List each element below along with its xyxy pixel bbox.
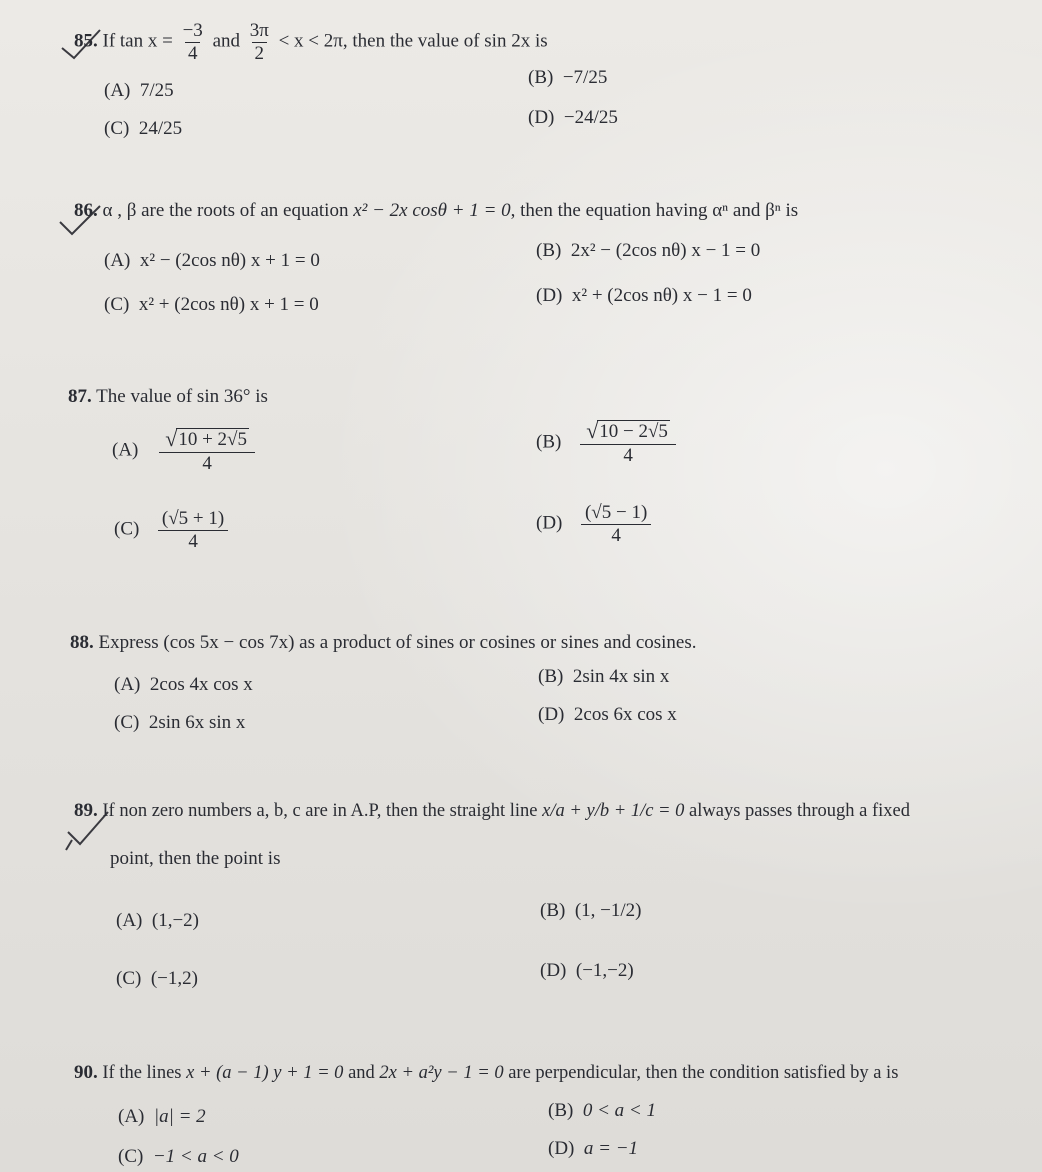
option-label: (A) (114, 674, 141, 695)
option-c[interactable] (104, 118, 182, 140)
equation: x² − 2x cosθ + 1 = 0 (353, 200, 511, 221)
question-number: 86. (74, 200, 98, 221)
question-text-b: always passes through a fixed (689, 801, 910, 821)
option-c[interactable] (114, 712, 245, 734)
equation-1: x + (a − 1) y + 1 = 0 (186, 1063, 344, 1083)
question-text: The value of sin 36° is (96, 386, 268, 407)
option-value: (1, −1/2) (574, 900, 642, 921)
option-label: (D) (528, 107, 555, 128)
fraction-numerator: 10 − 2√5 (599, 421, 668, 442)
question-number: 89. (74, 800, 98, 821)
option-label: (A) (118, 1106, 145, 1127)
option-b[interactable] (536, 420, 678, 467)
option-label: (D) (538, 704, 565, 725)
option-value: 2cos 6x cos x (573, 704, 677, 725)
option-label: (D) (536, 285, 563, 306)
option-value: 2cos 4x cos x (149, 674, 253, 695)
option-label: (C) (104, 294, 130, 315)
tan-expression: tan x = (119, 30, 173, 52)
option-label: (C) (116, 968, 142, 989)
option-value: a = −1 (583, 1138, 639, 1159)
option-fraction (158, 508, 228, 553)
option-label: (B) (536, 240, 562, 261)
question-text-b: , then the equation having αⁿ and βⁿ is (510, 200, 799, 221)
question-number: 87. (68, 386, 92, 407)
and-word: and (348, 1063, 375, 1083)
option-fraction (159, 428, 255, 475)
option-a[interactable] (116, 910, 199, 932)
option-value: (−1,2) (150, 968, 198, 989)
option-value: |a| = 2 (153, 1106, 206, 1127)
option-value: (1,−2) (151, 910, 200, 931)
option-d[interactable] (528, 107, 618, 129)
option-a[interactable] (114, 674, 253, 696)
fraction-numerator: (√5 − 1) (584, 502, 648, 523)
option-value: 2x² − (2cos nθ) x − 1 = 0 (570, 240, 761, 261)
fraction-denominator: 4 (580, 444, 676, 467)
question-87 (68, 386, 268, 408)
question-text: Express (cos 5x − cos 7x) as a product of sines or cosines or sines and cosines. (98, 632, 697, 653)
option-d[interactable] (536, 285, 752, 307)
question-90 (74, 1062, 898, 1084)
fraction-denominator: 4 (159, 452, 255, 475)
option-value: −7/25 (562, 67, 608, 88)
option-value: (−1,−2) (575, 960, 634, 981)
question-number: 85. (74, 30, 98, 52)
option-label: (D) (548, 1138, 575, 1159)
option-b[interactable] (538, 666, 669, 688)
fraction-denominator: 4 (581, 524, 651, 547)
question-text-b: are perpendicular, then the condition satisfied by a is (508, 1063, 899, 1083)
option-value: −1 < a < 0 (152, 1146, 239, 1167)
option-value: 0 < a < 1 (582, 1100, 656, 1121)
fraction-denominator: 4 (185, 42, 201, 65)
option-label: (A) (112, 439, 139, 461)
option-c[interactable] (118, 1146, 239, 1168)
option-label: (B) (538, 666, 564, 687)
and-word: and (212, 30, 240, 52)
option-value: 2sin 6x sin x (148, 712, 246, 733)
tan-fraction (180, 20, 206, 65)
fraction-denominator: 2 (252, 42, 268, 65)
option-a[interactable] (118, 1106, 206, 1128)
question-number: 88. (70, 632, 94, 653)
option-label: (A) (104, 250, 131, 271)
option-c[interactable] (116, 968, 198, 990)
option-label: (B) (536, 431, 562, 453)
fraction-numerator: −3 (182, 20, 203, 41)
option-value: x² + (2cos nθ) x − 1 = 0 (571, 285, 752, 306)
question-89-continued (110, 848, 280, 870)
option-value: 24/25 (138, 118, 183, 139)
option-b[interactable] (548, 1100, 656, 1122)
option-fraction (581, 502, 651, 547)
option-label: (A) (116, 910, 143, 931)
option-value: x² + (2cos nθ) x + 1 = 0 (138, 294, 319, 315)
option-label: (B) (540, 900, 566, 921)
option-value: −24/25 (563, 107, 618, 128)
question-88 (70, 632, 697, 654)
question-lead: If (102, 30, 116, 52)
question-86 (74, 200, 798, 222)
option-b[interactable] (540, 900, 641, 922)
fraction-numerator: (√5 + 1) (161, 508, 225, 529)
question-number: 90. (74, 1062, 98, 1083)
option-c[interactable] (114, 508, 230, 553)
question-tail: , then the value of sin 2x is (342, 30, 548, 52)
option-fraction (580, 420, 676, 467)
option-label: (A) (104, 80, 131, 101)
option-d[interactable] (538, 704, 677, 726)
option-value: x² − (2cos nθ) x + 1 = 0 (139, 250, 320, 271)
option-label: (D) (536, 512, 563, 534)
option-d[interactable] (548, 1138, 638, 1160)
question-89 (74, 800, 910, 822)
range-rest: < x < 2π (278, 30, 343, 52)
sqrt-expression: √ 10 + 2√5 (165, 426, 247, 451)
option-b[interactable] (528, 67, 607, 89)
option-c[interactable] (104, 294, 319, 316)
option-label: (C) (114, 712, 140, 733)
option-label: (C) (118, 1146, 144, 1167)
fraction-numerator: 10 + 2√5 (178, 429, 247, 450)
option-d[interactable] (540, 960, 634, 982)
option-value: 2sin 4x sin x (572, 666, 670, 687)
question-85 (74, 20, 548, 65)
option-label: (B) (528, 67, 554, 88)
question-text-a: If the lines (102, 1063, 182, 1083)
option-value: 7/25 (139, 80, 174, 101)
option-d[interactable] (536, 502, 653, 547)
option-label: (C) (104, 118, 130, 139)
equation-2: 2x + a²y − 1 = 0 (379, 1063, 504, 1083)
question-text-a: If non zero numbers a, b, c are in A.P, then the straight line (102, 801, 538, 821)
line-equation: x/a + y/b + 1/c = 0 (542, 801, 685, 821)
option-a[interactable] (112, 428, 257, 475)
fraction-denominator: 4 (158, 530, 228, 553)
option-label: (C) (114, 518, 140, 540)
option-label: (D) (540, 960, 567, 981)
question-text-c: point, then the point is (110, 848, 281, 869)
option-label: (B) (548, 1100, 574, 1121)
sqrt-expression: √ 10 − 2√5 (586, 418, 668, 443)
option-a[interactable] (104, 80, 174, 102)
fraction-numerator: 3π (249, 20, 269, 41)
option-a[interactable] (104, 250, 320, 272)
question-text-a: α , β are the roots of an equation (102, 200, 349, 221)
range-fraction (247, 20, 272, 65)
option-b[interactable] (536, 240, 760, 262)
